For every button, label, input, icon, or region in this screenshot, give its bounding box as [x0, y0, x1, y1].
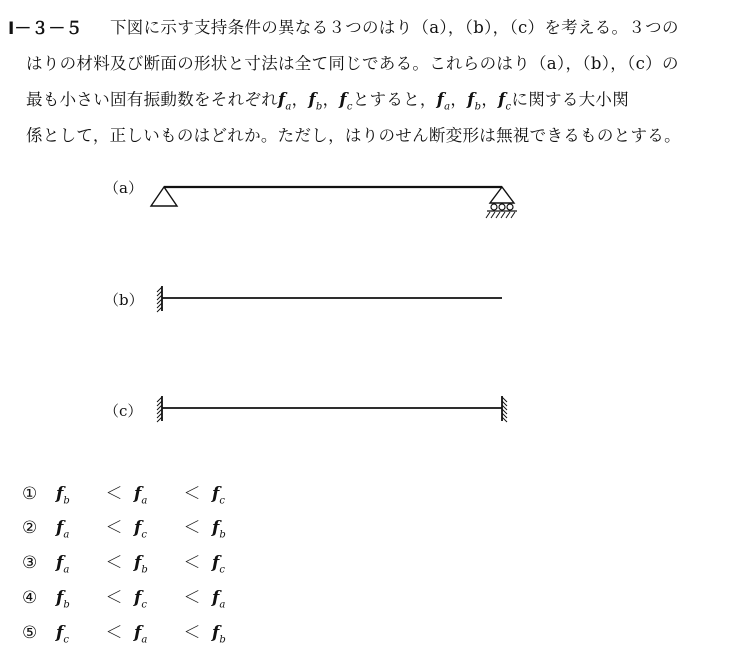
answer-option-1[interactable] [22, 480, 250, 508]
frequency-term-fa: $f_a$ [212, 588, 226, 611]
question-line-1: 下図に示す支持条件の異なる３つのはり（a），（b），（c）を考える。３つの [110, 18, 679, 37]
frequency-term-fa: $f_a$ [56, 518, 70, 541]
less-than-symbol: ＜ [183, 588, 201, 608]
option-number: ④ [22, 588, 38, 608]
option-number: ③ [22, 553, 38, 573]
symbol-fb: $f_b$ [308, 90, 323, 113]
symbol-fc: $f_c$ [339, 90, 353, 113]
answer-option-2[interactable] [22, 514, 250, 542]
frequency-term-fc: $f_c$ [134, 588, 147, 611]
figure-label-c: （c） [104, 402, 143, 420]
answer-option-4[interactable] [22, 584, 250, 612]
question-line-3-end: に関する大小関 [511, 90, 630, 109]
less-than-symbol: ＜ [105, 553, 123, 573]
symbol-fb-2: $f_b$ [467, 90, 482, 113]
fixed-support-left-icon [157, 396, 162, 422]
less-than-symbol: ＜ [183, 484, 201, 504]
symbol-fa-2: $f_a$ [436, 90, 451, 113]
figure-label-a: （a） [104, 179, 143, 197]
answer-option-5[interactable] [22, 619, 250, 647]
option-number: ⑤ [22, 623, 38, 643]
question-line-3-mid: とすると， [352, 90, 437, 109]
question-line-3: 最も小さい固有振動数をそれぞれ$f_a$，$f_b$，$f_c$とすると，$f_a$，$f_b$，$f_c$に関する大小関 [26, 90, 630, 113]
option-number: ② [22, 518, 38, 538]
less-than-symbol: ＜ [183, 623, 201, 643]
less-than-symbol: ＜ [183, 553, 201, 573]
symbol-fc-2: $f_c$ [498, 90, 512, 113]
symbol-fa: $f_a$ [278, 90, 292, 113]
frequency-term-fc: $f_c$ [134, 518, 147, 541]
frequency-term-fa: $f_a$ [56, 553, 70, 576]
answer-option-3[interactable] [22, 549, 250, 577]
frequency-term-fb: $f_b$ [56, 484, 70, 507]
frequency-term-fb: $f_b$ [212, 623, 226, 646]
frequency-term-fb: $f_b$ [134, 553, 148, 576]
frequency-term-fb: $f_b$ [56, 588, 70, 611]
fixed-support-right-icon [502, 396, 507, 422]
less-than-symbol: ＜ [105, 484, 123, 504]
beam-b [157, 286, 502, 312]
question-number: Ⅰ－３－５ [8, 19, 83, 39]
question-line-2: はりの材料及び断面の形状と寸法は全て同じである。これらのはり（a），（b），（c）の [26, 54, 679, 73]
beam-a [151, 187, 517, 218]
beam-c [157, 396, 507, 422]
frequency-term-fa: $f_a$ [134, 623, 148, 646]
question-line-4: 係として，正しいものはどれか。ただし，はりのせん断変形は無視できるものとする。 [26, 126, 681, 145]
less-than-symbol: ＜ [105, 588, 123, 608]
less-than-symbol: ＜ [183, 518, 201, 538]
roller-support-icon [486, 187, 517, 218]
frequency-term-fc: $f_c$ [212, 484, 225, 507]
pin-support-icon [151, 187, 177, 206]
less-than-symbol: ＜ [105, 518, 123, 538]
option-number: ① [22, 484, 38, 504]
fixed-support-icon [157, 286, 162, 312]
figure-label-b: （b） [104, 291, 144, 309]
less-than-symbol: ＜ [105, 623, 123, 643]
question-line-3-text: 最も小さい固有振動数をそれぞれ [26, 90, 278, 109]
frequency-term-fb: $f_b$ [212, 518, 226, 541]
frequency-term-fc: $f_c$ [212, 553, 225, 576]
frequency-term-fc: $f_c$ [56, 623, 69, 646]
frequency-term-fa: $f_a$ [134, 484, 148, 507]
